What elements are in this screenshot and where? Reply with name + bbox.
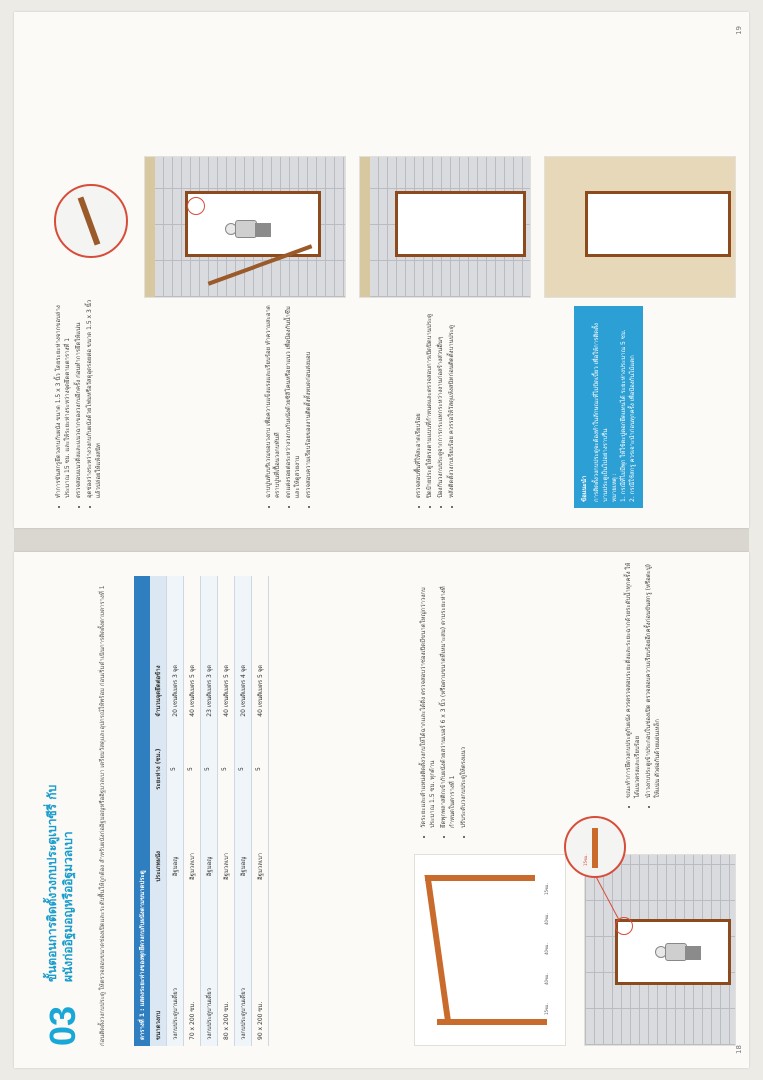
intro-paragraph: ก่อนติดตั้งวงกบประตู ให้ตรวจสอบขนาดช่องเปิดและระดับพื้นให้ถูกต้อง สำหรับผนังก่ออิฐมอญหรืออิฐมวลเบา เตรียมวัสดุและอุปกรณ์ให้พร้อม ก่อนเริ่มดำเนินการติดตั้งตามตารางที่ 1 (99, 585, 106, 1046)
list-item: • ตกแต่งรอยต่อระหว่างวงกบกับผนังด้วยซิลิโคนหรือยาแนว เพื่อป้องกันน้ำซึมและให้ดูสวยงาม (284, 298, 302, 498)
right-page (14, 12, 749, 528)
note-title: ข้อแนะนำ (581, 475, 588, 502)
list-item: • นำวงกบประตูเข้าประกอบในช่องเปิด ตรวจสอบความเรียบร้อยอีกครั้งก่อนขันสกรู (หรือตะปู) ให้แน่น ตัวต่อกันด้วยแผ่นเหล็ก (644, 558, 662, 798)
plastered-wall-illustration (544, 156, 736, 298)
spacing-table (134, 576, 269, 1046)
table-cell: วงกบประตูบานเดี่ยว (240, 987, 247, 1040)
instruction-list-a (54, 298, 105, 508)
table-cell: อิฐมอญ (206, 856, 213, 877)
table-cell: อิฐมอญ (240, 856, 247, 877)
door-frame-opening (395, 191, 526, 257)
list-item: • ปิดป้ายประตูให้ตรงตามแบบที่กำหนดและตรวจสอบการเปิดปิดบานประตู (425, 298, 434, 498)
table-cell: 20 เซนติเมตร 4 จุด (240, 664, 247, 717)
table-cell: 5 (238, 767, 245, 772)
list-item: • อุดช่องว่างระหว่างวงกบกับผนังด้วยโฟมหรือวัสดุอุดรอยต่อ ขนาด 1.5 x 3 นิ้ว แล้วปล่อยให้แห้งสนิท (85, 298, 103, 498)
list-item: • ทำการขันสกรูยึดวงกบกับผนัง ขนาด 1.5 x 3 นิ้ว โดยระยะห่างจากขอบล่างประมาณ 15 ซม. และให้ระยะห่างระหว่างจุดยึดตามตารางที่ 1 (54, 298, 72, 498)
wall-top (360, 157, 370, 297)
table-cell: 40 เซนติเมตร 5 จุด (257, 664, 264, 717)
left-page (14, 552, 749, 1068)
table-cell: วงกบประตูบานเดี่ยว (172, 987, 179, 1040)
list-item: • ตรวจสอบแนวดิ่งและแนวฉากของวงกบอีกครั้ง ก่อนทำการยึดให้แน่น (74, 298, 83, 498)
table-cell: อิฐมอญ (172, 856, 179, 877)
table-cell: อิฐมวลเบา (223, 852, 230, 880)
brick-wall-frame-illustration (359, 156, 531, 298)
dimension-label: 40ซม. (544, 973, 549, 985)
note-item: หมายเหตุ : (611, 473, 618, 502)
door-frame-opening (585, 191, 731, 257)
detail-callout (564, 816, 626, 878)
list-item: • หลังติดตั้งวงกบเรียบร้อย ควรรอให้วัสดุแห้งสนิทก่อนติดตั้งบานประตู (447, 298, 456, 498)
note-body: การติดตั้งวงกบประตูจะต้องทำในลักษณะที่ไม่บิดเบี้ยว เพื่อให้การติดตั้งบานประตูเป็นไปอย่างราบรื่น (593, 323, 609, 502)
brick-wall-installation-illustration (584, 854, 736, 1046)
table-header-cell: ขนาดวงกบ (155, 1010, 162, 1040)
list-item: • ป้องกันวงกบประตูจากการกระแทกระหว่างงานก่อสร้างส่วนอื่นๆ (436, 298, 445, 498)
instruction-list-c (414, 298, 458, 508)
worker-figure (655, 941, 701, 965)
frame-jamb-left (437, 1019, 547, 1025)
frame-detail (592, 828, 598, 868)
chapter-number: 03 (42, 1005, 83, 1046)
table-cell: 90 x 200 ซม. (257, 1001, 264, 1040)
table-cell: 5 (170, 767, 177, 772)
table-cell: 23 เซนติเมตร 3 จุด (206, 664, 213, 717)
table-cell: 20 เซนติเมตร 3 จุด (172, 664, 179, 717)
frame-head (424, 875, 451, 1025)
table-cell: อิฐมวลเบา (189, 852, 196, 880)
table-cell: 40 เซนติเมตร 5 จุด (223, 664, 230, 717)
list-item: • ตรวจสอบพื้นที่ให้สะอาดเรียบร้อย (414, 298, 423, 498)
dimension-label: 40ซม. (544, 913, 549, 925)
table-caption: ตารางที่ 1 : แสดงระยะห่างของพุกยึดวงกบกับผนังตามขนาดประตู (134, 576, 150, 1046)
list-item: • ขณะทำการยึดวงกบประตูกับผนัง ควรตรวจสอบระยะดิ่งและระยะฉากด้วยระดับน้ำทุกครั้ง ให้ได้แนวตรงและเรียบร้อย (624, 558, 642, 798)
table-cell: 5 (255, 767, 262, 772)
detail-callout (54, 184, 128, 258)
table-cell: 40 เซนติเมตร 5 จุด (189, 664, 196, 717)
table-header-cell: ประเภทผนัง (155, 851, 162, 882)
table-cell: 5 (221, 767, 228, 772)
note-item: 2. กรณีใช้สกรู ควรเจาะนำก่อนทุกครั้ง เพื่อป้องกันไม้แตก (629, 355, 636, 502)
table-header-cell: ระยะห่าง (ซม.) (155, 748, 162, 790)
callout-label: 15ซม. (583, 854, 588, 866)
table-cell: 80 x 200 ซม. (223, 1001, 230, 1040)
table-header-cell: จำนวนจุดยึดต่อข้าง (155, 665, 162, 717)
dimension-label: 15ซม. (544, 883, 549, 895)
list-item: • ปรับระดับวงกบประตูให้ตรงแนว (459, 568, 468, 828)
list-item: • ฉาบปูนทับบริเวณขอบวงกบ เพื่อความแข็งแรงและเรียบร้อย ทำความสะอาดคราบปูนที่เปื้อนวงกบทันที (264, 298, 282, 498)
table-body (167, 576, 269, 1046)
beam-detail (78, 196, 101, 245)
note-item: 1. กรณีที่ไม่มีพุก ให้ใช้ตะปูตอกยึดแทนได้ ระยะห่างประมาณ 5 ซม. (620, 329, 627, 502)
table-row (167, 576, 184, 1046)
brick-wall-fixing-illustration (144, 156, 346, 298)
page-number: 18 (735, 1045, 743, 1054)
instruction-list-b (624, 558, 664, 808)
table-cell: 5 (187, 767, 194, 772)
table-row (218, 576, 235, 1046)
table-row (201, 576, 218, 1046)
dimension-label: 40ซม. (544, 943, 549, 955)
instruction-list-b (264, 298, 315, 508)
chapter-title: ขั้นตอนการติดตั้งวงกบประตูเบาซีรี่ กับผนังก่ออิฐมอญหรืออิฐมวลเบา (45, 784, 75, 982)
page-number: 19 (735, 26, 743, 35)
table-row (235, 576, 252, 1046)
table-cell: 5 (204, 767, 211, 772)
instruction-list-a (419, 568, 470, 838)
table-cell: อิฐมวลเบา (257, 852, 264, 880)
wall-top (145, 157, 155, 297)
dimension-label: 15ซม. (544, 1003, 549, 1015)
table-cell: วงกบประตูบานเดี่ยว (206, 987, 213, 1040)
book-gutter (14, 528, 749, 552)
worker-figure (225, 218, 271, 242)
table-row (184, 576, 201, 1046)
list-item: • วัดระยะและตำแหน่งติดตั้งวงกบให้ได้ฉากและได้ดิ่ง ตรวจสอบว่าช่องเปิดมีขนาดใหญ่กว่าวงกบประมาณ 1.5 ซม. ทุกด้าน (419, 568, 437, 828)
table-cell: 70 x 200 ซม. (189, 1001, 196, 1040)
frame-jamb-right (425, 875, 535, 881)
table-header (150, 576, 167, 1046)
table-row (252, 576, 269, 1046)
recommendation-box (574, 306, 643, 508)
list-item: • ตรวจสอบความเรียบร้อยของงานติดตั้งทั้งหมดก่อนส่งมอบ (304, 298, 313, 498)
frame-dimension-diagram (414, 854, 566, 1046)
detail-marker (187, 197, 205, 215)
list-item: • ยึดพุกพลาสติกเข้ากับผนังด้วยสว่านเบอร์ 6 x 3 นิ้ว (หรือตามขนาดที่เหมาะสม) ตามระยะห่างที่กำหนดในตารางที่ 1 (439, 568, 457, 828)
